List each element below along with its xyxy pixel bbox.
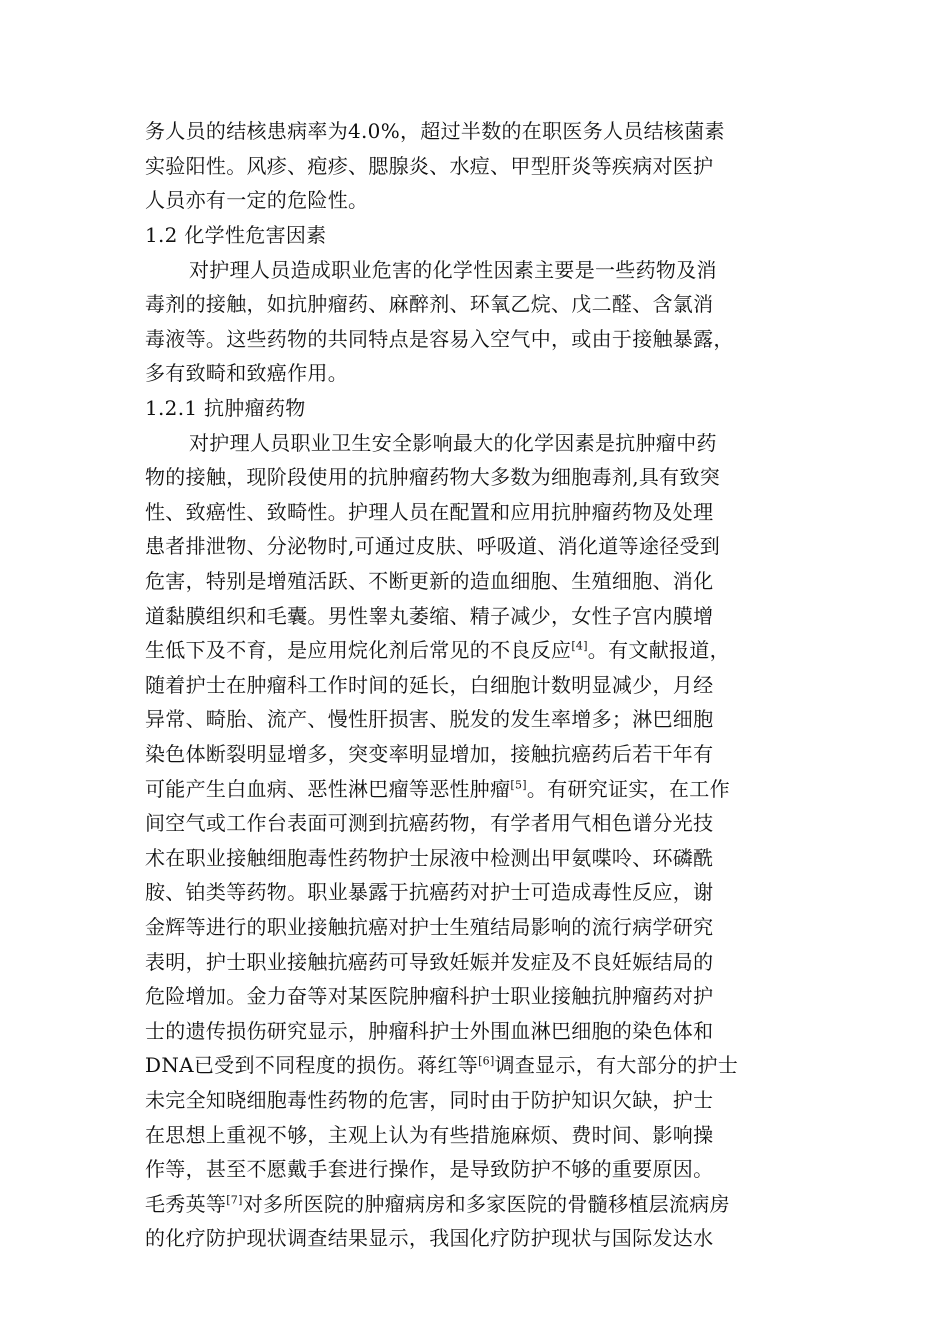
text-line: 危险增加。金力奋等对某医院肿瘤科护士职业接触抗肿瘤药对护 xyxy=(145,984,714,1008)
text-line: 人员亦有一定的危险性。 xyxy=(145,188,369,212)
text-line: 患者排泄物、分泌物时,可通过皮肤、呼吸道、消化道等途径受到 xyxy=(145,534,721,558)
text-segment: 对多所医院的肿瘤病房和多家医院的骨髓移植层流病房 xyxy=(242,1192,730,1216)
text-line xyxy=(145,1189,730,1219)
text-segment: DNA已受到不同程度的损伤。蒋红等 xyxy=(145,1053,479,1077)
text-line xyxy=(145,774,730,804)
text-line: 实验阳性。风疹、疱疹、腮腺炎、水痘、甲型肝炎等疾病对医护 xyxy=(145,154,714,178)
text-line: 毒剂的接触，如抗肿瘤药、麻醉剂、环氧乙烷、戊二醛、含氯消 xyxy=(145,292,714,316)
text-segment: 毛秀英等 xyxy=(145,1192,227,1216)
section-heading: 1.2 化学性危害因素 xyxy=(145,223,327,247)
citation-ref-6: [6] xyxy=(478,1054,495,1068)
text-line: 危害，特别是增殖活跃、不断更新的造血细胞、生殖细胞、消化 xyxy=(145,569,714,593)
text-line: 异常、畸胎、流产、慢性肝损害、脱发的发生率增多；淋巴细胞 xyxy=(145,707,714,731)
text-line xyxy=(145,635,730,665)
text-line: 胺、铂类等药物。职业暴露于抗癌药对护士可造成毒性反应，谢 xyxy=(145,880,714,904)
citation-ref-7: [7] xyxy=(226,1193,243,1207)
text-line: 术在职业接触细胞毒性药物护士尿液中检测出甲氨喋呤、环磷酰 xyxy=(145,846,714,870)
text-line: 在思想上重视不够，主观上认为有些措施麻烦、费时间、影响操 xyxy=(145,1123,714,1147)
text-segment: 可能产生白血病、恶性淋巴瘤等恶性肿瘤 xyxy=(145,777,511,801)
text-line: 作等，甚至不愿戴手套进行操作，是导致防护不够的重要原因。 xyxy=(145,1157,714,1181)
text-line: 多有致畸和致癌作用。 xyxy=(145,361,348,385)
text-line xyxy=(145,1050,738,1080)
text-segment: 生低下及不育，是应用烷化剂后常见的不良反应 xyxy=(145,638,572,662)
text-line: 的化疗防护现状调查结果显示，我国化疗防护现状与国际发达水 xyxy=(145,1226,714,1250)
text-segment: 调查显示，有大部分的护士 xyxy=(494,1053,739,1077)
text-line: 随着护士在肿瘤科工作时间的延长，白细胞计数明显减少，月经 xyxy=(145,673,714,697)
text-line: 表明，护士职业接触抗癌药可导致妊娠并发症及不良妊娠结局的 xyxy=(145,950,714,974)
text-line: 物的接触，现阶段使用的抗肿瘤药物大多数为细胞毒剂,具有致突 xyxy=(145,465,721,489)
citation-ref-5: [5] xyxy=(510,778,527,792)
subsection-heading: 1.2.1 抗肿瘤药物 xyxy=(145,396,306,420)
text-segment: 。有文献报道， xyxy=(587,638,730,662)
text-line: 性、致癌性、致畸性。护理人员在配置和应用抗肿瘤药物及处理 xyxy=(145,500,714,524)
text-line: 金辉等进行的职业接触抗癌对护士生殖结局影响的流行病学研究 xyxy=(145,915,714,939)
text-line: 对护理人员职业卫生安全影响最大的化学因素是抗肿瘤中药 xyxy=(189,431,717,455)
text-line: 道黏膜组织和毛囊。男性睾丸萎缩、精子减少，女性子宫内膜增 xyxy=(145,604,714,628)
text-line: 士的遗传损伤研究显示，肿瘤科护士外围血淋巴细胞的染色体和 xyxy=(145,1019,714,1043)
text-line: 务人员的结核患病率为4.0%，超过半数的在职医务人员结核菌素 xyxy=(145,119,725,143)
text-line: 未完全知晓细胞毒性药物的危害，同时由于防护知识欠缺，护士 xyxy=(145,1088,714,1112)
text-line: 间空气或工作台表面可测到抗癌药物，有学者用气相色谱分光技 xyxy=(145,811,714,835)
text-line: 染色体断裂明显增多，突变率明显增加，接触抗癌药后若干年有 xyxy=(145,742,714,766)
text-segment: 。有研究证实，在工作 xyxy=(526,777,730,801)
text-line: 毒液等。这些药物的共同特点是容易入空气中，或由于接触暴露， xyxy=(145,327,734,351)
citation-ref-4: [4] xyxy=(571,639,588,653)
text-line: 对护理人员造成职业危害的化学性因素主要是一些药物及消 xyxy=(189,258,717,282)
